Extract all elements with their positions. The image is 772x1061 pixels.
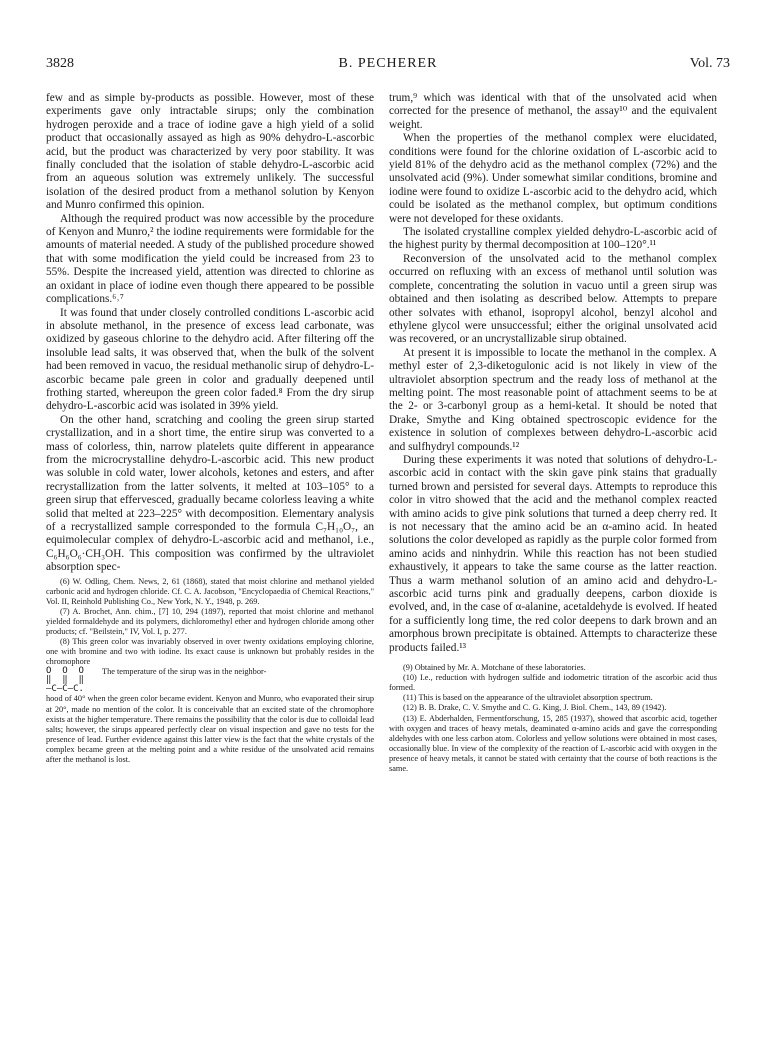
left-column — [46, 92, 374, 765]
page-number: 3828 — [46, 56, 74, 71]
footnote-10: (10) I.e., reduction with hydrogen sulfide and iodometric titration of the ascorbic acid thus formed. — [389, 673, 717, 693]
paragraph: few and as simple by-products as possible. However, most of these experiments gave only intractable sirups; only the combination hydrogen peroxide and a trace of iodine gave a high yield of a solid product that occasionally assayed as high as 90% dehydro-L-ascorbic acid, but the product was characterized by very poor stability. It was finally concluded that the isolation of stable dehydro-L-ascorbic acid from an aqueous solution was extremely unlikely. The successful isolation of the desired product from a methanol solution by Kenyon and Munro confirmed this opinion. — [46, 92, 374, 212]
paragraph: During these experiments it was noted that solutions of dehydro-L-ascorbic acid in contact with the skin gave pink stains that gradually turned brown and persisted for several days. Attempts to reproduce this color in vitro showed that the acid and the methanol complex reacted with amino acids to give pink solutions that turned a deep cherry red. It is not necessary that the amino acid be an α-amino acid. In heated solutions the color developed as rapidly as the purple color formed from amino acids and ninhydrin. While this reaction has not been studied exhaustively, it appears to take the same course as the latter reaction. Thus a warm methanol solution of an amino acid and dehydro-L-ascorbic acid turns pink and gradually deepens, carbon dioxide is evolved, and, in the case of α-alanine, acetaldehyde is evolved. If heated for a sufficiently long time, the red color deepens to dark brown and an amorphous brown precipitate is obtained. Attempts to characterize these products failed.¹³ — [389, 453, 717, 654]
footnote-8-side: The temperature of the sirup was in the neighbor- — [102, 667, 267, 677]
footnote-11: (11) This is based on the appearance of the ultraviolet absorption spectrum. — [403, 693, 653, 703]
paragraph: At present it is impossible to locate the methanol in the complex. A methyl ester of 2,3-diketogulonic acid is not likely in view of the ultraviolet absorption spectrum and the ready loss of methanol at the melting point. The most reasonable point of attachment seems to be at the 2- or 3-carbonyl group as a hemi-ketal. It should be noted that Drake, Smythe and King obtained spectroscopic evidence for the existence in solution of complexes between dehydro-L-ascorbic acid and sulfhydryl compounds.¹² — [389, 346, 717, 453]
footnote-9: (9) Obtained by Mr. A. Motchane of these laboratories. — [403, 663, 586, 673]
volume-label: Vol. 73 — [689, 56, 730, 71]
footnote-8-continued: hood of 40° when the green color became evident. Kenyon and Munro, who evaporated their sirup at 20°, made no mention of the color. It is conceivable that an excited state of the chromophore exists at the higher temperature. There remains the possibility that the color is due to colloidal lead salts; however, the sirups appeared perfectly clear on visual inspection and gave no tests for the presence of lead. Further evidence against this latter view is the fact that the white crystals of the complex became green at the melting point and a white residue of the unsolvated acid remains after the methanol is lost. — [46, 694, 374, 765]
paragraph: trum,⁹ which was identical with that of the unsolvated acid when corrected for the presence of methanol, the assay¹⁰ and the equivalent weight. — [389, 92, 717, 131]
footnotes-right — [389, 663, 717, 774]
chromophore-formula — [46, 667, 102, 694]
footnote-6: (6) W. Odling, Chem. News, 2, 61 (1868), stated that moist chlorine and methanol yielded carbonic acid and hydrogen chloride. Cf. C. A. Jacobson, "Encyclopaedia of Chemical Reactions," Vol. II, Reinhold Publishing Co., New York, N. Y., 1948, p. 269. — [46, 576, 374, 606]
footnote-12: (12) B. B. Drake, C. V. Smythe and C. G. King, J. Biol. Chem., 143, 89 (1942). — [403, 703, 667, 713]
footnote-13: (13) E. Abderhalden, Fermentforschung, 15, 285 (1937), showed that ascorbic acid, together with oxygen and traces of heavy metals, deaminated α-amino acids and gave the corresponding aldehydes with one less carbon atom. Colorless and yellow solutions were obtained in most cases, occasionally blue. In view of the complexity of the reaction of L-ascorbic acid with oxygen in the presence of heavy metals, it cannot be stated with certainty that the course of both reactions is the same. — [389, 713, 717, 773]
running-author: B. PECHERER — [338, 56, 438, 71]
footnote-8: (8) This green color was invariably observed in over twenty oxidations employing chlorine, one with bromine and two with iodine. Its exact cause is unknown but probably resides in the chromophore — [46, 637, 374, 667]
paragraph: On the other hand, scratching and cooling the green sirup started crystallization, and in a short time, the entire sirup was converted to a mass of colorless, thin, narrow platelets quite different in appearance from the microcrystalline dehydro-L-ascorbic acid. This new product was soluble in cold water, lower alcohols, ketones and esters, and after recrystallization from the latter solvents, it melted at 103–105° to a green sirup that effervesced, gradually became colorless leaving a white solid that melted at 223–225° with decomposition. Elementary analysis of a recrystallized sample corresponded to the formula C₇H₁₀O₇, an equimolecular complex of dehydro-L-ascorbic acid and methanol, i.e., C₆H₆O₆·CH₃OH. This composition was confirmed by the ultraviolet absorption spec- — [46, 413, 374, 574]
footnote-7: (7) A. Brochet, Ann. chim., [7] 10, 294 (1897), reported that moist chlorine and methanol yielded formaldehyde and its polymers, dichloromethyl ether and hydrogen chloride among other products; cf. "Beilstein," IV, Vol. I, p. 277. — [46, 606, 374, 637]
paragraph: Reconversion of the unsolvated acid to the methanol complex occurred on refluxing with an excess of methanol until solution was complete, concentrating the solution in vacuo until a green sirup was obtained and then isolating as described below. Attempts to prepare other solvates with ethanol, isopropyl alcohol, benzyl alcohol and ethylene glycol were unsuccessful; either the original unsolvated acid was recovered, or an uncrystallizable sirup obtained. — [389, 252, 717, 346]
paragraph: Although the required product was now accessible by the procedure of Kenyon and Munro,² the iodine requirements were formidable for the amounts of material needed. A study of the published procedure showed that with some modification the yield could be increased from 23 to 55%. Despite the increased yield, attention was directed to chlorine as an oxidant in place of iodine even though there appeared to be possible complications.⁶˒⁷ — [46, 212, 374, 306]
formula-carbons: —C—C—C. — [46, 684, 84, 695]
formula-bonds: ‖ ‖ ‖ — [46, 675, 84, 686]
right-column — [389, 92, 717, 774]
formula-oxygens: O O O — [46, 666, 84, 677]
paragraph: When the properties of the methanol complex were elucidated, conditions were found for the chlorine oxidation of L-ascorbic acid to yield 81% of the dehydro acid as the methanol complex (72%) and the unsolvated acid (9%). Under somewhat similar conditions, bromine and iodine were found to oxidize L-ascorbic acid to the dehydro acid, which could be isolated as the methanol complex, but optimum conditions were not developed for these oxidants. — [389, 132, 717, 225]
footnotes-left — [46, 577, 374, 766]
paragraph: It was found that under closely controlled conditions L-ascorbic acid in absolute methanol, in the presence of excess lead carbonate, was oxidized by gaseous chlorine to the dehydro acid. After filtering off the insoluble lead salts, it was observed that, when the bulk of the solvent had been removed in vacuo, the residual methanolic sirup of dehydro-L-ascorbic became pale green in color and gradually deepened until frothing started, whereupon the green color faded.⁸ From the dry sirup dehydro-L-ascorbic acid was isolated in 39% yield. — [46, 306, 374, 413]
running-header — [46, 56, 730, 76]
chromophore-formula-row — [46, 667, 374, 694]
paragraph: The isolated crystalline complex yielded dehydro-L-ascorbic acid of the highest purity by thermal decomposition at 100–120°.¹¹ — [389, 226, 717, 252]
